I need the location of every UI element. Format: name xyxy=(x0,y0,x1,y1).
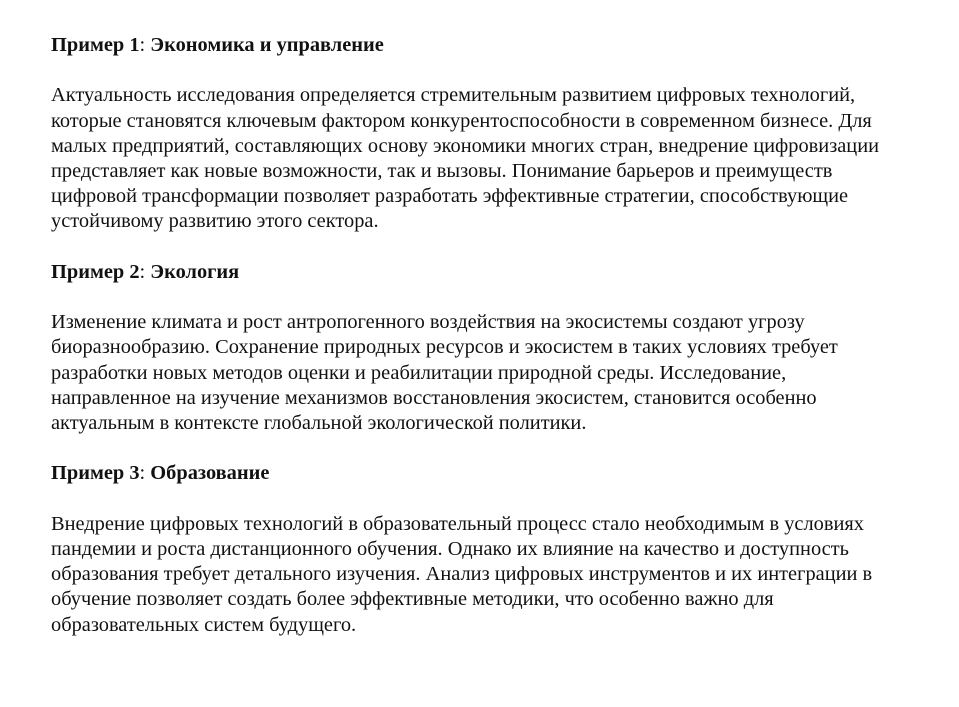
document-body xyxy=(51,33,911,663)
section-heading-title: Экономика и управление xyxy=(150,34,384,56)
section-paragraph: Актуальность исследования определяется стремительным развитием цифровых технологий, которые становятся ключевым фактором конкурентоспособности в современном бизнесе. Для малых предприятий, составляющих основу экономики многих стран, внедрение цифровизации представляет как новые возможности, так и вызовы. Понимание барьеров и преимуществ цифровой трансформации позволяет разработать эффективные стратегии, способствующие устойчивому развитию этого сектора. xyxy=(51,84,880,233)
section-paragraph: Внедрение цифровых технологий в образовательный процесс стало необходимым в условиях пандемии и роста дистанционного обучения. Однако их влияние на качество и доступность образования требует детального изучения. Анализ цифровых инструментов и их интеграции в обучение позволяет создать более эффективные методики, что особенно важно для образовательных систем будущего. xyxy=(51,512,873,636)
section-heading-separator: : xyxy=(139,462,151,485)
section-ecology xyxy=(51,260,911,436)
section-education xyxy=(51,461,911,637)
section-economics xyxy=(51,33,911,235)
section-heading-label: Пример 2 xyxy=(51,260,140,283)
section-heading xyxy=(51,461,911,486)
section-heading-label: Пример 3 xyxy=(51,462,140,485)
section-paragraph: Изменение климата и рост антропогенного воздействия на экосистемы создают угрозу биоразнообразию. Сохранение природных ресурсов и экосистем в таких условиях требует разработки новых методов оценки и реабилитации природной среды. Исследование, направленное на изучение механизмов восстановления экосистем, становится особенно актуальным в контексте глобальной экологической политики. xyxy=(51,311,838,434)
section-heading-label: Пример 1 xyxy=(51,34,140,56)
section-heading xyxy=(51,33,911,58)
section-heading-title: Экология xyxy=(150,260,240,283)
section-heading-title: Образование xyxy=(150,462,270,485)
section-heading-separator: : xyxy=(139,34,151,56)
section-heading-separator: : xyxy=(139,260,151,283)
section-heading xyxy=(51,260,911,285)
